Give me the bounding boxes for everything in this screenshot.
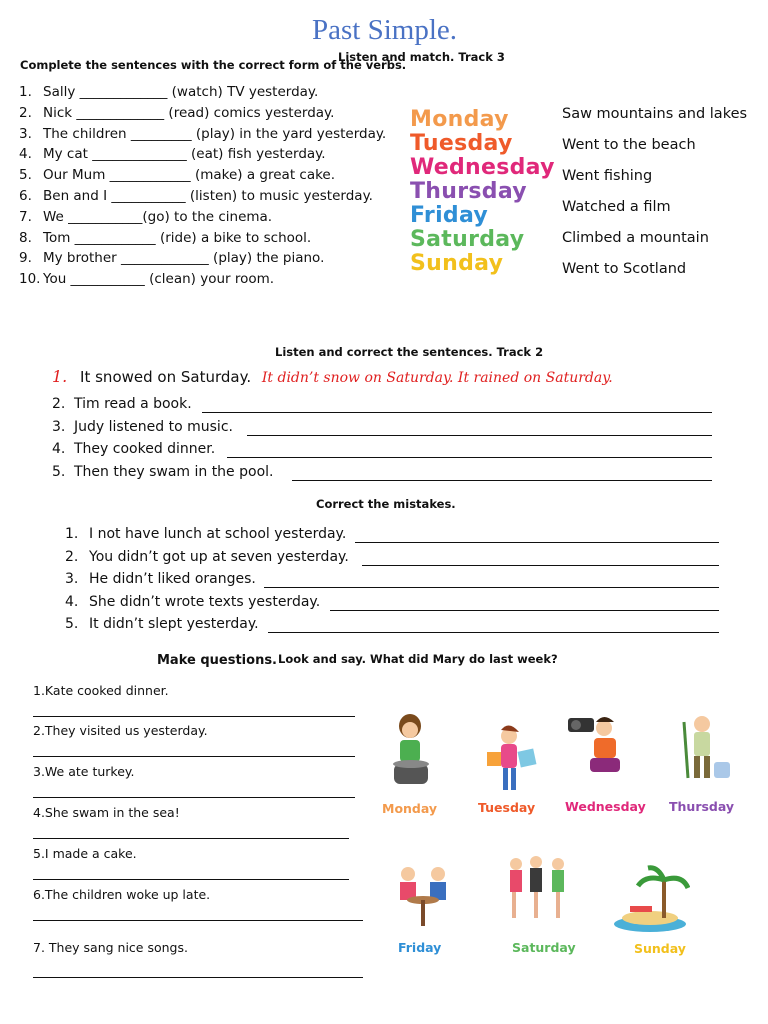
item-number: 4. bbox=[52, 441, 66, 457]
item-text: Sally _____________ (watch) TV yesterday. bbox=[43, 84, 319, 100]
item-number: 6. bbox=[19, 188, 32, 204]
activity-label: Climbed a mountain bbox=[562, 230, 709, 246]
picture-day-label: Thursday bbox=[669, 799, 735, 814]
answer-line[interactable] bbox=[33, 920, 363, 921]
example-answer: It didn’t snow on Saturday. It rained on Saturday. bbox=[261, 370, 613, 386]
look-and-say-instruction: Look and say. What did Mary do last week? bbox=[278, 652, 558, 666]
question-prompt: 5.I made a cake. bbox=[33, 846, 137, 861]
question-prompt: 7. They sang nice songs. bbox=[33, 940, 188, 955]
item-text: You didn’t got up at seven yesterday. bbox=[89, 548, 349, 565]
example-row bbox=[52, 367, 613, 386]
item-text: We ___________(go) to the cinema. bbox=[43, 208, 273, 225]
exercise-item bbox=[19, 126, 386, 142]
man-cleaning-picture bbox=[666, 712, 746, 790]
item-text: My brother _____________ (play) the piano. bbox=[43, 250, 325, 267]
answer-line[interactable] bbox=[362, 565, 719, 566]
friends-dancing-picture bbox=[500, 852, 580, 930]
item-text: Our Mum ____________ (make) a great cake. bbox=[43, 167, 336, 184]
answer-line[interactable] bbox=[247, 435, 712, 436]
correction-item bbox=[52, 419, 233, 435]
item-number: 2. bbox=[19, 104, 32, 121]
exercise-item bbox=[19, 250, 324, 266]
answer-line[interactable] bbox=[202, 412, 712, 413]
item-number: 2. bbox=[65, 548, 79, 565]
picture-day-label: Friday bbox=[398, 940, 442, 955]
activity-label: Saw mountains and lakes bbox=[562, 106, 748, 122]
mistake-item bbox=[65, 549, 349, 565]
answer-line[interactable] bbox=[355, 542, 719, 543]
day-label: Friday bbox=[410, 203, 489, 228]
day-label: Saturday bbox=[410, 227, 525, 252]
item-number: 7. bbox=[19, 208, 32, 225]
item-number: 3. bbox=[19, 125, 32, 142]
correction-item bbox=[52, 464, 273, 480]
item-text: Tim read a book. bbox=[74, 396, 192, 412]
picture-day-label: Saturday bbox=[512, 940, 576, 955]
day-label: Sunday bbox=[410, 251, 504, 276]
item-text: She didn’t wrote texts yesterday. bbox=[89, 593, 321, 610]
correct-mistakes-instruction: Correct the mistakes. bbox=[316, 497, 456, 511]
item-number: 5. bbox=[52, 463, 66, 480]
item-number: 10. bbox=[19, 271, 41, 288]
answer-line[interactable] bbox=[33, 756, 355, 757]
day-label: Tuesday bbox=[410, 131, 513, 156]
day-label: Thursday bbox=[410, 179, 527, 204]
answer-line[interactable] bbox=[268, 632, 719, 633]
example-sentence: It snowed on Saturday. bbox=[80, 368, 252, 386]
activity-label: Went to the beach bbox=[562, 137, 696, 153]
item-text: Tom ____________ (ride) a bike to school. bbox=[43, 229, 312, 246]
item-number: 1. bbox=[19, 84, 32, 100]
activity-label: Went to Scotland bbox=[562, 261, 687, 277]
item-text: My cat ______________ (eat) fish yesterday. bbox=[43, 146, 326, 163]
correction-item bbox=[52, 441, 215, 457]
answer-line[interactable] bbox=[264, 587, 719, 588]
item-text: It didn’t slept yesterday. bbox=[89, 616, 259, 632]
exercise-item bbox=[19, 209, 272, 225]
exercise-item bbox=[19, 271, 274, 287]
days-of-week-list bbox=[410, 108, 555, 276]
complete-sentences-instruction: Complete the sentences with the correct form of the verbs. bbox=[20, 58, 407, 72]
make-questions-instruction: Make questions. bbox=[157, 653, 277, 668]
item-text: The children _________ (play) in the yard yesterday. bbox=[43, 125, 387, 142]
item-number: 5. bbox=[65, 616, 79, 632]
answer-line[interactable] bbox=[330, 610, 719, 611]
item-text: Judy listened to music. bbox=[74, 418, 233, 435]
woman-cooking-picture bbox=[380, 712, 460, 790]
answer-line[interactable] bbox=[33, 716, 355, 717]
picture-day-label: Monday bbox=[382, 801, 438, 816]
item-number: 4. bbox=[19, 146, 32, 163]
woman-photographing-picture bbox=[560, 712, 640, 790]
answer-line[interactable] bbox=[33, 879, 349, 880]
activities-list bbox=[562, 99, 747, 285]
item-text: Nick _____________ (read) comics yesterday. bbox=[43, 104, 335, 121]
friends-at-cafe-picture bbox=[390, 860, 470, 938]
activity-label: Watched a film bbox=[562, 199, 671, 215]
item-text: Ben and I ___________ (listen) to music yesterday. bbox=[43, 188, 373, 204]
mistake-item bbox=[65, 571, 256, 587]
mistake-item bbox=[65, 616, 259, 632]
exercise-item bbox=[19, 146, 326, 162]
item-text: Then they swam in the pool. bbox=[74, 463, 274, 480]
item-number: 8. bbox=[19, 229, 32, 246]
listen-correct-instruction: Listen and correct the sentences. Track 2 bbox=[275, 345, 544, 359]
activity-label: Went fishing bbox=[562, 168, 653, 184]
answer-line[interactable] bbox=[227, 457, 712, 458]
item-number: 9. bbox=[19, 250, 32, 267]
exercise-item bbox=[19, 105, 334, 121]
picture-day-label: Sunday bbox=[634, 941, 686, 956]
item-number: 2. bbox=[52, 396, 66, 412]
item-number: 1. bbox=[65, 526, 79, 542]
picture-day-label: Tuesday bbox=[478, 800, 536, 815]
mistake-item bbox=[65, 526, 346, 542]
item-number: 3. bbox=[65, 571, 79, 587]
picture-day-label: Wednesday bbox=[565, 799, 646, 814]
item-number: 3. bbox=[52, 418, 66, 435]
beach-island-picture bbox=[610, 862, 690, 940]
day-label: Wednesday bbox=[410, 155, 555, 180]
exercise-item bbox=[19, 84, 318, 100]
question-prompt: 6.The children woke up late. bbox=[33, 887, 211, 902]
exercise-item bbox=[19, 167, 335, 183]
answer-line[interactable] bbox=[33, 838, 349, 839]
day-label: Monday bbox=[410, 107, 509, 132]
answer-line[interactable] bbox=[292, 480, 712, 481]
question-prompt: 1.Kate cooked dinner. bbox=[33, 683, 169, 698]
item-text: He didn’t liked oranges. bbox=[89, 571, 256, 587]
listen-match-instruction: Listen and match. Track 3 bbox=[338, 50, 505, 64]
question-prompt: 2.They visited us yesterday. bbox=[33, 723, 208, 738]
item-number: 4. bbox=[65, 593, 79, 610]
mistake-item bbox=[65, 594, 320, 610]
exercise-item bbox=[19, 230, 311, 246]
item-text: You ___________ (clean) your room. bbox=[43, 271, 275, 288]
item-text: I not have lunch at school yesterday. bbox=[89, 526, 347, 542]
question-prompt: 4.She swam in the sea! bbox=[33, 805, 180, 820]
answer-line[interactable] bbox=[33, 977, 363, 978]
question-prompt: 3.We ate turkey. bbox=[33, 764, 135, 779]
example-number: 1. bbox=[52, 367, 68, 386]
item-text: They cooked dinner. bbox=[74, 441, 216, 457]
woman-shopping-picture bbox=[477, 722, 557, 800]
page-title: Past Simple. bbox=[312, 14, 458, 46]
correction-item bbox=[52, 396, 192, 412]
item-number: 5. bbox=[19, 167, 32, 184]
answer-line[interactable] bbox=[33, 797, 355, 798]
exercise-item bbox=[19, 188, 373, 204]
